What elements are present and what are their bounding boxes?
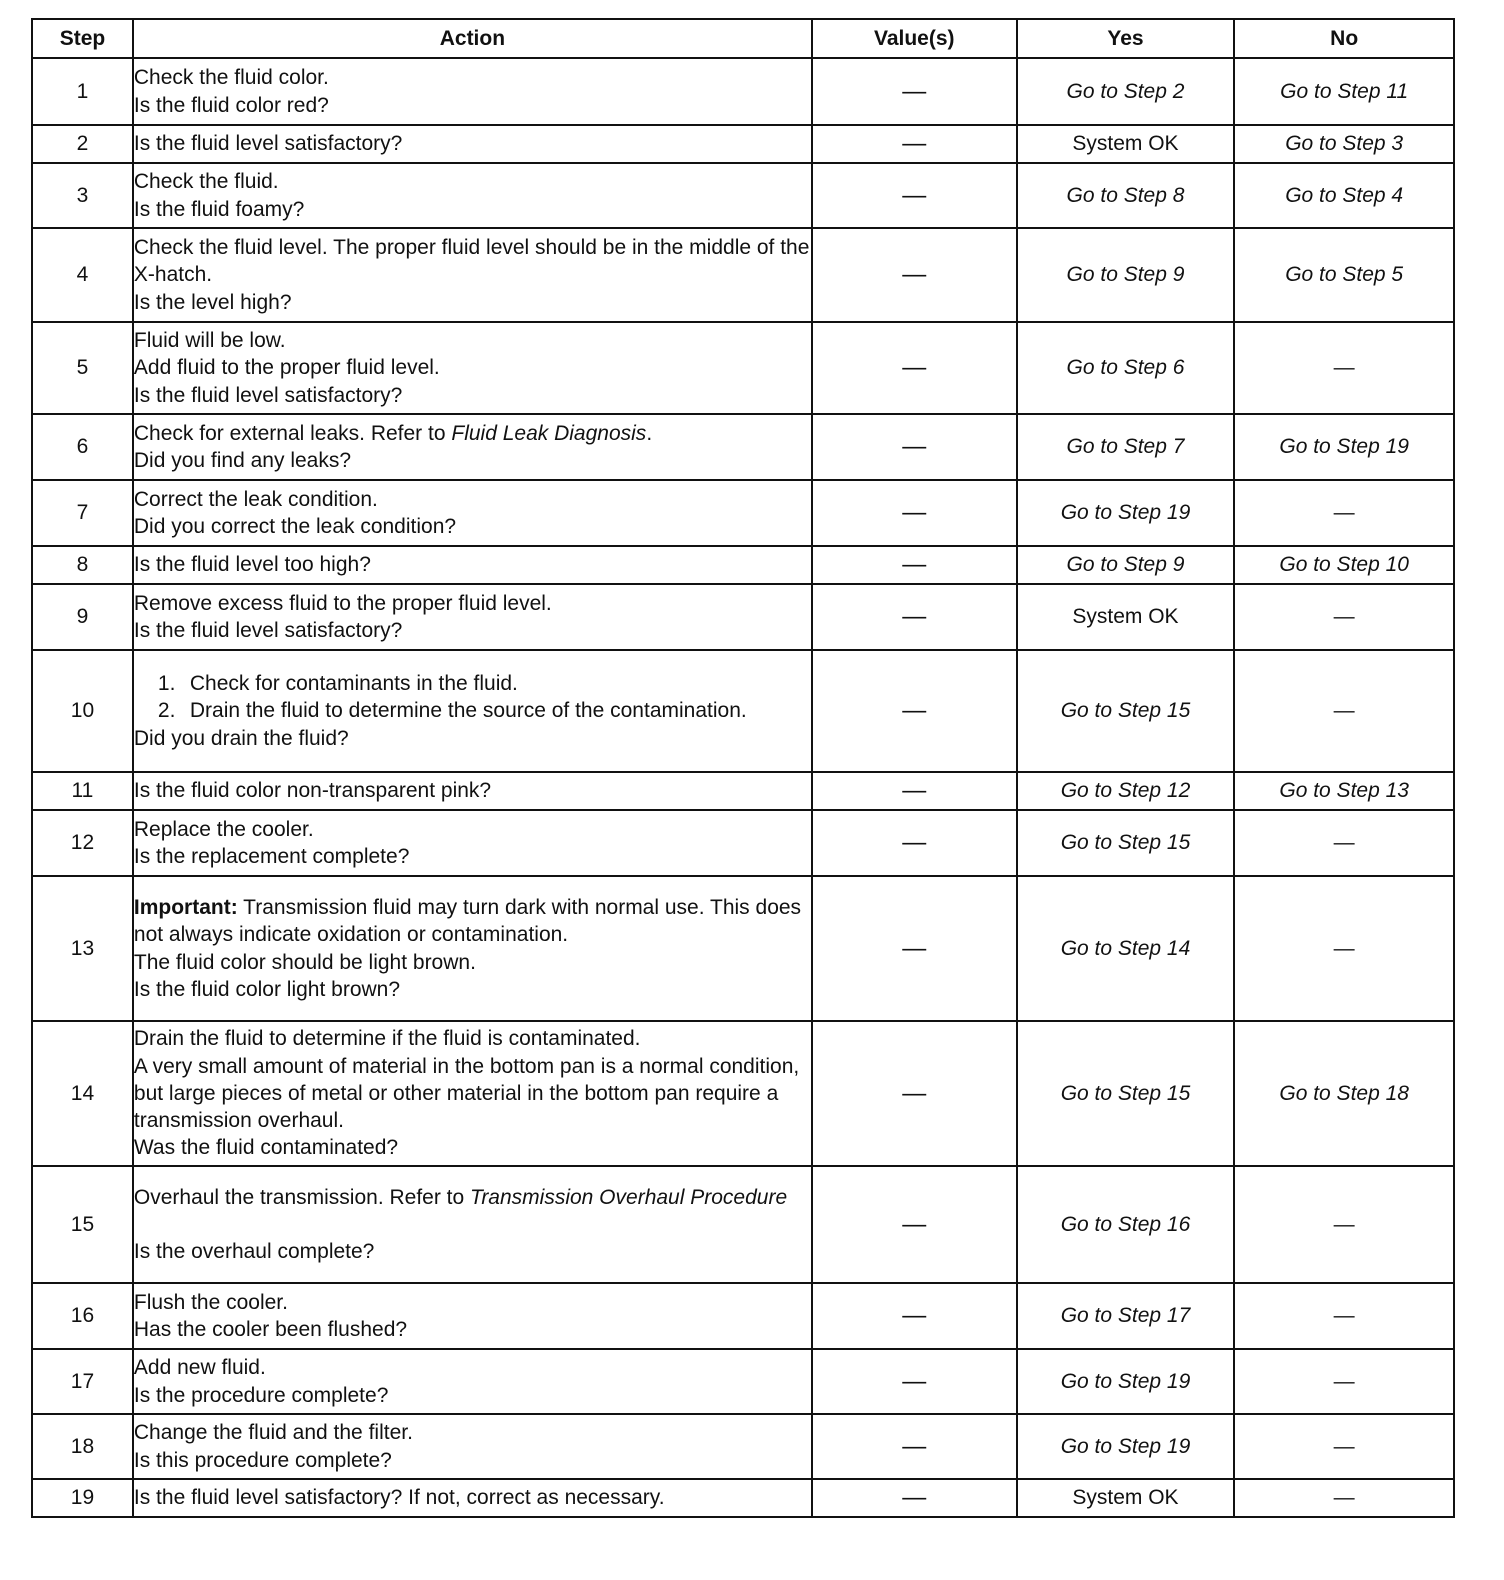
action-cell (133, 322, 812, 414)
value-cell: — (812, 1414, 1017, 1479)
action-cell (133, 1283, 812, 1349)
action-text: Check for external leaks. Refer to (133, 421, 452, 445)
action-line: Did you drain the fluid? (133, 726, 349, 750)
table-row (32, 1479, 1454, 1517)
value-cell: — (812, 810, 1017, 876)
action-text: Overhaul the transmission. Refer to (133, 1185, 471, 1209)
yes-cell: Go to Step 19 (1017, 480, 1235, 546)
yes-cell: Go to Step 15 (1017, 810, 1235, 876)
no-cell: Go to Step 10 (1234, 546, 1454, 584)
no-cell: Go to Step 3 (1234, 125, 1454, 163)
action-line: Is the fluid level satisfactory? (133, 383, 403, 407)
action-line: Fluid will be low. (133, 329, 286, 353)
action-cell (133, 1414, 812, 1479)
action-line: Is the fluid foamy? (133, 197, 305, 221)
yes-cell: Go to Step 7 (1017, 414, 1235, 480)
action-line: Is the procedure complete? (133, 1383, 389, 1407)
table-row (32, 480, 1454, 546)
action-line: Did you correct the leak condition? (133, 515, 457, 538)
action-cell (133, 546, 812, 584)
action-cell (133, 480, 812, 546)
list-number: 2. (157, 699, 176, 723)
action-line: Was the fluid contaminated? (133, 1136, 399, 1160)
list-item (158, 670, 811, 697)
table-row (32, 228, 1454, 322)
value-cell: — (812, 1283, 1017, 1349)
yes-cell: System OK (1017, 584, 1235, 650)
action-cell (133, 876, 812, 1021)
no-cell: Go to Step 18 (1234, 1021, 1454, 1166)
table-row (32, 1021, 1454, 1166)
value-cell: — (812, 125, 1017, 163)
step-number: 4 (32, 228, 133, 322)
step-number: 17 (32, 1349, 133, 1414)
action-line (134, 894, 811, 949)
step-number: 1 (32, 58, 133, 125)
no-cell: Go to Step 5 (1234, 228, 1454, 322)
table-row (32, 876, 1454, 1021)
table-row (32, 125, 1454, 163)
action-line: Is the fluid level satisfactory? If not, correct as necessary. (133, 1486, 665, 1510)
action-line: A very small amount of material in the bottom pan is a normal condition, but large pieces of metal or other material in the bottom pan require a transmission overhaul. (133, 1054, 800, 1133)
table-row (32, 546, 1454, 584)
step-number: 11 (32, 772, 133, 810)
value-cell: — (812, 58, 1017, 125)
table-row (32, 1349, 1454, 1414)
yes-cell: Go to Step 17 (1017, 1283, 1235, 1349)
header-step: Step (32, 19, 133, 58)
no-cell: — (1234, 650, 1454, 772)
table-row (32, 1166, 1454, 1283)
yes-cell: Go to Step 14 (1017, 876, 1235, 1021)
value-cell: — (812, 163, 1017, 228)
step-number: 8 (32, 546, 133, 584)
table-row (32, 322, 1454, 414)
step-number: 10 (32, 650, 133, 772)
header-yes: Yes (1017, 19, 1235, 58)
action-line (134, 420, 811, 447)
action-text: . (646, 421, 653, 445)
list-text: Check for contaminants in the fluid. (189, 672, 518, 696)
value-cell: — (812, 1021, 1017, 1166)
step-number: 14 (32, 1021, 133, 1166)
no-cell: — (1234, 584, 1454, 650)
action-cell (133, 125, 812, 163)
action-line: Has the cooler been flushed? (133, 1318, 408, 1341)
step-number: 6 (32, 414, 133, 480)
header-action: Action (133, 19, 812, 58)
step-number: 5 (32, 322, 133, 414)
no-cell: — (1234, 1166, 1454, 1283)
no-cell: Go to Step 11 (1234, 58, 1454, 125)
step-number: 12 (32, 810, 133, 876)
no-cell: — (1234, 1283, 1454, 1349)
action-line: Did you find any leaks? (133, 449, 352, 472)
action-line: Is the level high? (133, 290, 292, 314)
no-cell: — (1234, 322, 1454, 414)
action-line: Is this procedure complete? (133, 1448, 392, 1472)
action-cell (133, 1349, 812, 1414)
yes-cell: Go to Step 15 (1017, 1021, 1235, 1166)
no-cell: Go to Step 13 (1234, 772, 1454, 810)
action-line: The fluid color should be light brown. (133, 950, 476, 974)
yes-cell: System OK (1017, 1479, 1235, 1517)
important-label: Important: (133, 895, 238, 919)
step-number: 18 (32, 1414, 133, 1479)
action-cell (133, 650, 812, 772)
table-row (32, 1414, 1454, 1479)
value-cell: — (812, 772, 1017, 810)
value-cell: — (812, 480, 1017, 546)
action-line: Is the fluid color non-transparent pink? (133, 779, 492, 803)
step-number: 15 (32, 1166, 133, 1283)
spacer (134, 1211, 811, 1238)
table-row (32, 810, 1454, 876)
value-cell: — (812, 876, 1017, 1021)
yes-cell: Go to Step 19 (1017, 1349, 1235, 1414)
action-cell (133, 772, 812, 810)
value-cell: — (812, 322, 1017, 414)
action-line: Drain the fluid to determine if the fluid is contaminated. (133, 1027, 641, 1051)
header-values: Value(s) (812, 19, 1017, 58)
yes-cell: Go to Step 19 (1017, 1414, 1235, 1479)
action-cell (133, 163, 812, 228)
value-cell: — (812, 228, 1017, 322)
action-line: Flush the cooler. (133, 1290, 288, 1314)
table-row (32, 584, 1454, 650)
action-cell (133, 228, 812, 322)
header-row (32, 19, 1454, 58)
no-cell: Go to Step 19 (1234, 414, 1454, 480)
table-row (32, 1283, 1454, 1349)
yes-cell: Go to Step 9 (1017, 546, 1235, 584)
diagnostic-table (31, 18, 1455, 1518)
step-number: 16 (32, 1283, 133, 1349)
action-line: Is the replacement complete? (133, 845, 410, 868)
numbered-list (134, 670, 811, 725)
yes-cell: Go to Step 12 (1017, 772, 1235, 810)
step-number: 19 (32, 1479, 133, 1517)
action-line: Is the fluid level satisfactory? (133, 619, 403, 642)
step-number: 7 (32, 480, 133, 546)
action-cell (133, 584, 812, 650)
action-line: Change the fluid and the filter. (133, 1421, 413, 1445)
action-line: Add fluid to the proper fluid level. (133, 356, 440, 380)
no-cell: — (1234, 1349, 1454, 1414)
step-number: 3 (32, 163, 133, 228)
action-line: Add new fluid. (133, 1356, 266, 1380)
table-row (32, 650, 1454, 772)
table-row (32, 163, 1454, 228)
action-line: Correct the leak condition. (133, 487, 378, 511)
header-no: No (1234, 19, 1454, 58)
action-cell (133, 414, 812, 480)
list-number: 1. (157, 672, 176, 696)
action-cell (133, 1166, 812, 1283)
yes-cell: System OK (1017, 125, 1235, 163)
yes-cell: Go to Step 8 (1017, 163, 1235, 228)
yes-cell: Go to Step 9 (1017, 228, 1235, 322)
no-cell: — (1234, 1414, 1454, 1479)
yes-cell: Go to Step 6 (1017, 322, 1235, 414)
table-row (32, 772, 1454, 810)
no-cell: — (1234, 876, 1454, 1021)
action-line: Check the fluid color. (133, 66, 329, 90)
list-item (158, 697, 811, 724)
action-line: Is the fluid color light brown? (133, 977, 401, 1001)
table-row (32, 58, 1454, 125)
action-line: Is the fluid level too high? (133, 553, 371, 577)
step-number: 2 (32, 125, 133, 163)
action-cell (133, 810, 812, 876)
list-text: Drain the fluid to determine the source of the contamination. (189, 699, 747, 723)
action-line: Check the fluid. (133, 170, 279, 194)
value-cell: — (812, 650, 1017, 772)
action-line: Is the overhaul complete? (133, 1240, 375, 1263)
value-cell: — (812, 584, 1017, 650)
action-line: Check the fluid level. The proper fluid level should be in the middle of the X-hatch. (133, 236, 810, 287)
yes-cell: Go to Step 15 (1017, 650, 1235, 772)
value-cell: — (812, 1479, 1017, 1517)
action-cell (133, 58, 812, 125)
step-number: 9 (32, 584, 133, 650)
yes-cell: Go to Step 16 (1017, 1166, 1235, 1283)
action-line: Is the fluid color red? (133, 93, 329, 117)
value-cell: — (812, 546, 1017, 584)
value-cell: — (812, 1349, 1017, 1414)
reference-link: Fluid Leak Diagnosis (451, 421, 647, 445)
reference-link: Transmission Overhaul Procedure (470, 1185, 788, 1209)
action-line: Is the fluid level satisfactory? (133, 132, 403, 156)
action-cell (133, 1021, 812, 1166)
action-cell (133, 1479, 812, 1517)
no-cell: — (1234, 810, 1454, 876)
no-cell: — (1234, 480, 1454, 546)
action-line: Replace the cooler. (133, 817, 314, 841)
no-cell: Go to Step 4 (1234, 163, 1454, 228)
important-text: Transmission fluid may turn dark with normal use. This does not always indicate oxidation or contamination. (133, 895, 802, 947)
value-cell: — (812, 414, 1017, 480)
action-line (134, 1184, 811, 1211)
step-number: 13 (32, 876, 133, 1021)
yes-cell: Go to Step 2 (1017, 58, 1235, 125)
table-row (32, 414, 1454, 480)
no-cell: — (1234, 1479, 1454, 1517)
value-cell: — (812, 1166, 1017, 1283)
action-line: Remove excess fluid to the proper fluid level. (133, 591, 552, 615)
